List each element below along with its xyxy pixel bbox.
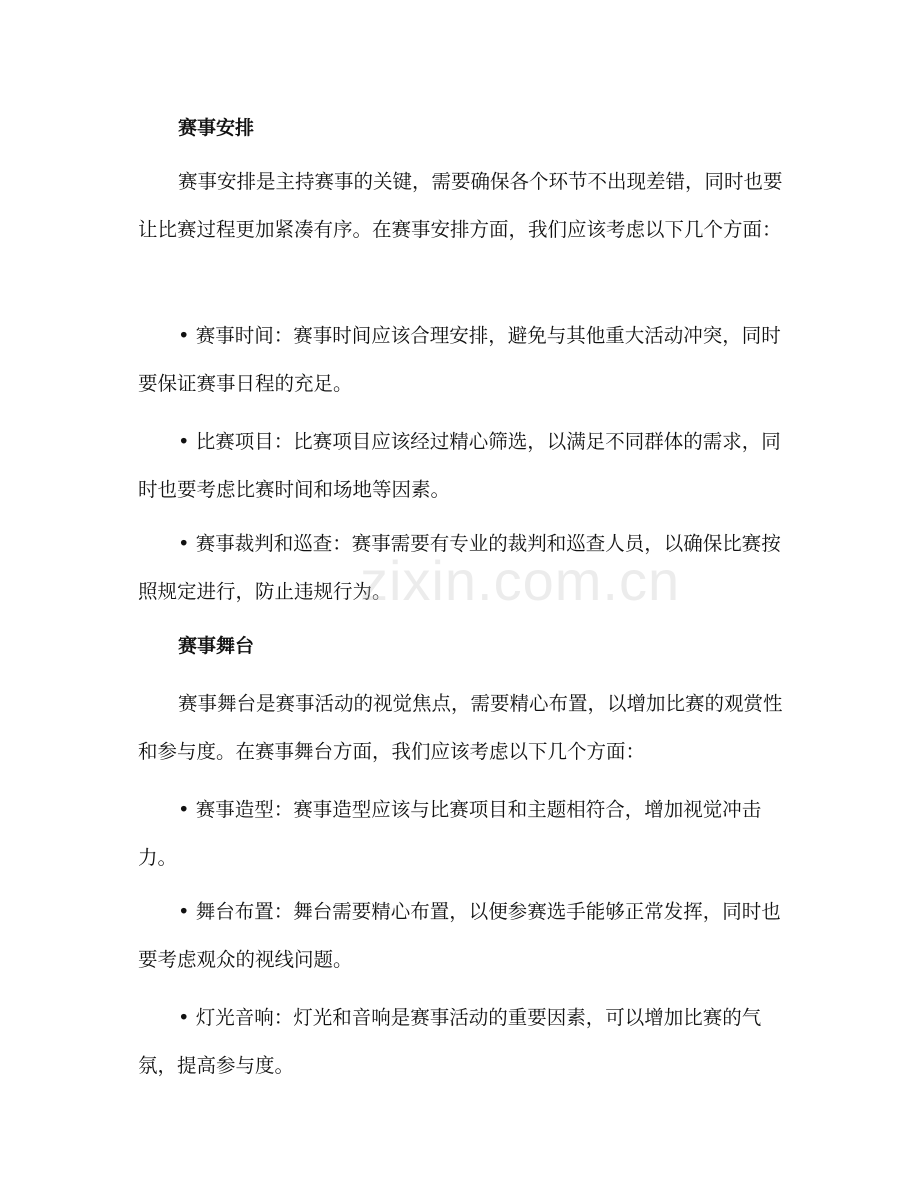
section-intro: 赛事舞台是赛事活动的视觉焦点，需要精心布置，以增加比赛的观赏性和参与度。在赛事舞台方面，我们应该考虑以下几个方面： xyxy=(138,692,783,763)
section-heading: 赛事舞台 xyxy=(178,635,255,657)
bullet-item: • 舞台布置：舞台需要精心布置，以便参赛选手能够正常发挥，同时也要考虑观众的视线问题。 xyxy=(138,900,781,971)
watermark: zixin.com.cn xyxy=(360,549,681,612)
section-heading: 赛事安排 xyxy=(178,117,255,139)
bullet-item: • 灯光音响：灯光和音响是赛事活动的重要因素，可以增加比赛的气氛，提高参与度。 xyxy=(138,1006,762,1077)
bullet-item: • 赛事裁判和巡查：赛事需要有专业的裁判和巡查人员，以确保比赛按照规定进行，防止违规行为。 xyxy=(138,532,781,603)
bullet-item: • 比赛项目：比赛项目应该经过精心筛选，以满足不同群体的需求，同时也要考虑比赛时间和场地等因素。 xyxy=(138,430,781,501)
bullet-item: • 赛事时间：赛事时间应该合理安排，避免与其他重大活动冲突，同时要保证赛事日程的充足。 xyxy=(138,324,781,395)
section-intro: 赛事安排是主持赛事的关键，需要确保各个环节不出现差错，同时也要让比赛过程更加紧凑有序。在赛事安排方面，我们应该考虑以下几个方面： xyxy=(138,170,783,241)
bullet-item: • 赛事造型：赛事造型应该与比赛项目和主题相符合，增加视觉冲击力。 xyxy=(138,798,762,869)
